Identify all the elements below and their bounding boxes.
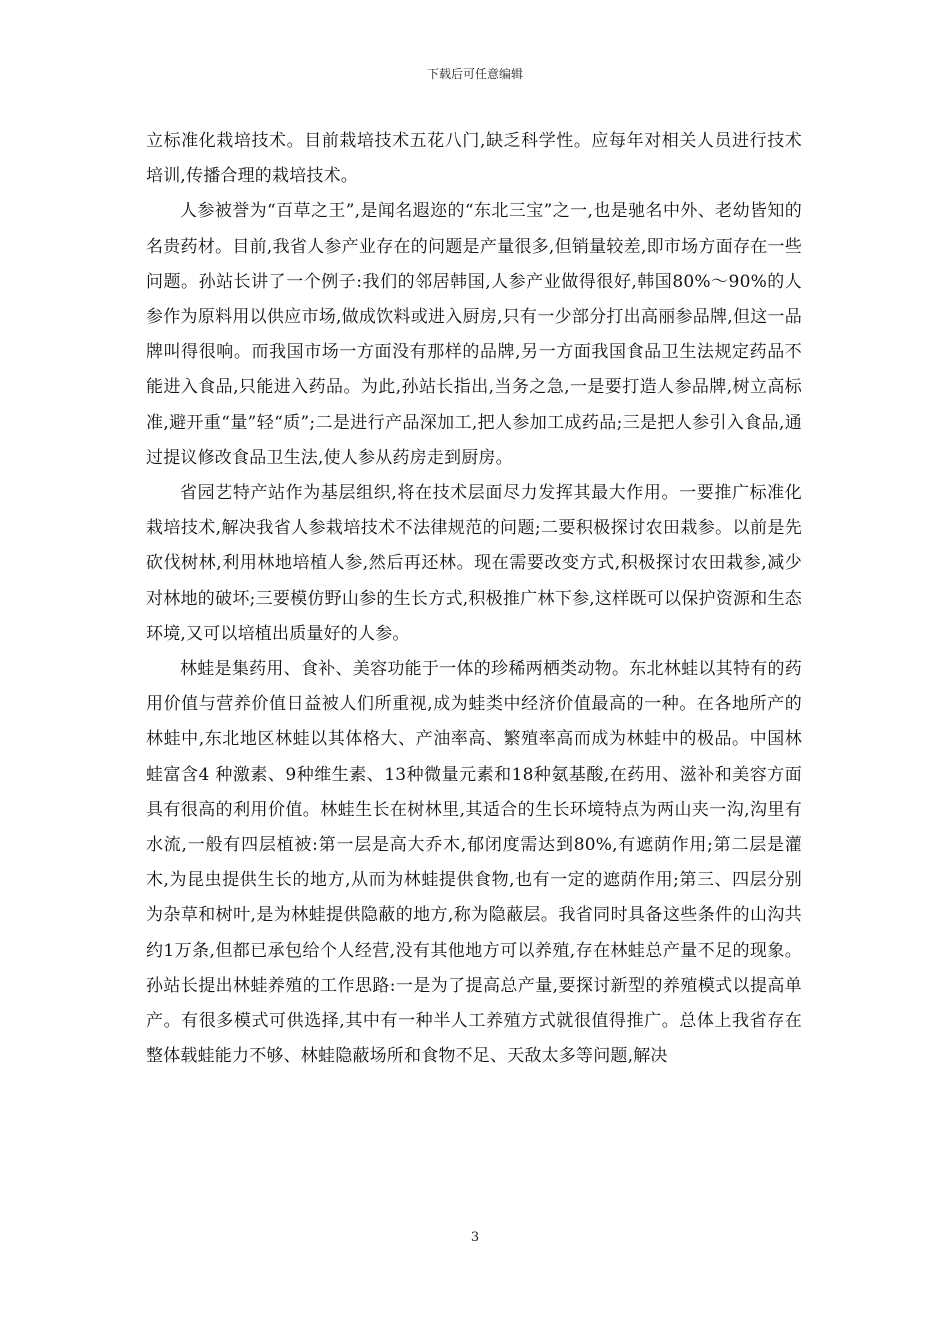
page-header: 下载后可任意编辑 bbox=[426, 67, 523, 81]
page-number: 3 bbox=[470, 1230, 480, 1245]
paragraph-forest-frog: 林蛙是集药用、食补、美容功能于一体的珍稀两栖类动物。东北林蛙以其特有的药用价值与营养价值日益被人们所重视,成为蛙类中经济价值最高的一种。在各地所产的林蛙中,东北地区林蛙以其体格大、产油率高、繁殖率高而成为林蛙中的极品。中国林蛙富含4 种激素、9种维生素、13种微量元素和18种氨基酸,在药用、滋补和美容方面具有很高的利用价值。林蛙生长在树林里,其适合的生长环境特点为两山夹一沟,沟里有水流,一般有四层植被:第一层是高大乔木,郁闭度需达到80%,有遮荫作用;第二层是灌木,为昆虫提供生长的地方,从而为林蛙提供食物,也有一定的遮荫作用;第三、四层分别为杂草和树叶,是为林蛙提供隐蔽的地方,称为隐蔽层。我省同时具备这些条件的山沟共约1万条,但都已承包给个人经营,没有其他地方可以养殖,存在林蛙总产量不足的现象。孙站长提出林蛙养殖的工作思路:一是为了提高总产量,要探讨新型的养殖模式以提高单产。有很多模式可供选择,其中有一种半人工养殖方式就很值得推广。总体上我省存在整体载蛙能力不够、林蛙隐蔽场所和食物不足、天敌太多等问题,解决 bbox=[146, 659, 802, 1067]
document-body bbox=[146, 124, 802, 1074]
paragraph-horticulture-station: 省园艺特产站作为基层组织,将在技术层面尽力发挥其最大作用。一要推广标准化栽培技术,解决我省人参栽培技术不法律规范的问题;二要积极探讨农田栽参。以前是先砍伐树林,利用林地培植人参,然后再还林。现在需要改变方式,积极探讨农田栽参,减少对林地的破坏;三要模仿野山参的生长方式,积极推广林下参,这样既可以保护资源和生态环境,又可以培植出质量好的人参。 bbox=[146, 483, 802, 644]
paragraph-cultivation-tech: 立标准化栽培技术。目前栽培技术五花八门,缺乏科学性。应每年对相关人员进行技术培训,传播合理的栽培技术。 bbox=[146, 131, 802, 187]
paragraph-ginseng: 人参被誉为“百草之王”,是闻名遐迩的“东北三宝”之一,也是驰名中外、老幼皆知的名贵药材。目前,我省人参产业存在的问题是产量很多,但销量较差,即市场方面存在一些问题。孙站长讲了一个例子:我们的邻居韩国,人参产业做得很好,韩国80%～90%的人参作为原料用以供应市场,做成饮料或进入厨房,只有一少部分打出高丽参品牌,但这一品牌叫得很响。而我国市场一方面没有那样的品牌,另一方面我国食品卫生法规定药品不能进入食品,只能进入药品。为此,孙站长指出,当务之急,一是要打造人参品牌,树立高标准,避开重“量”轻“质”;二是进行产品深加工,把人参加工成药品;三是把人参引入食品,通过提议修改食品卫生法,使人参从药房走到厨房。 bbox=[146, 201, 802, 468]
